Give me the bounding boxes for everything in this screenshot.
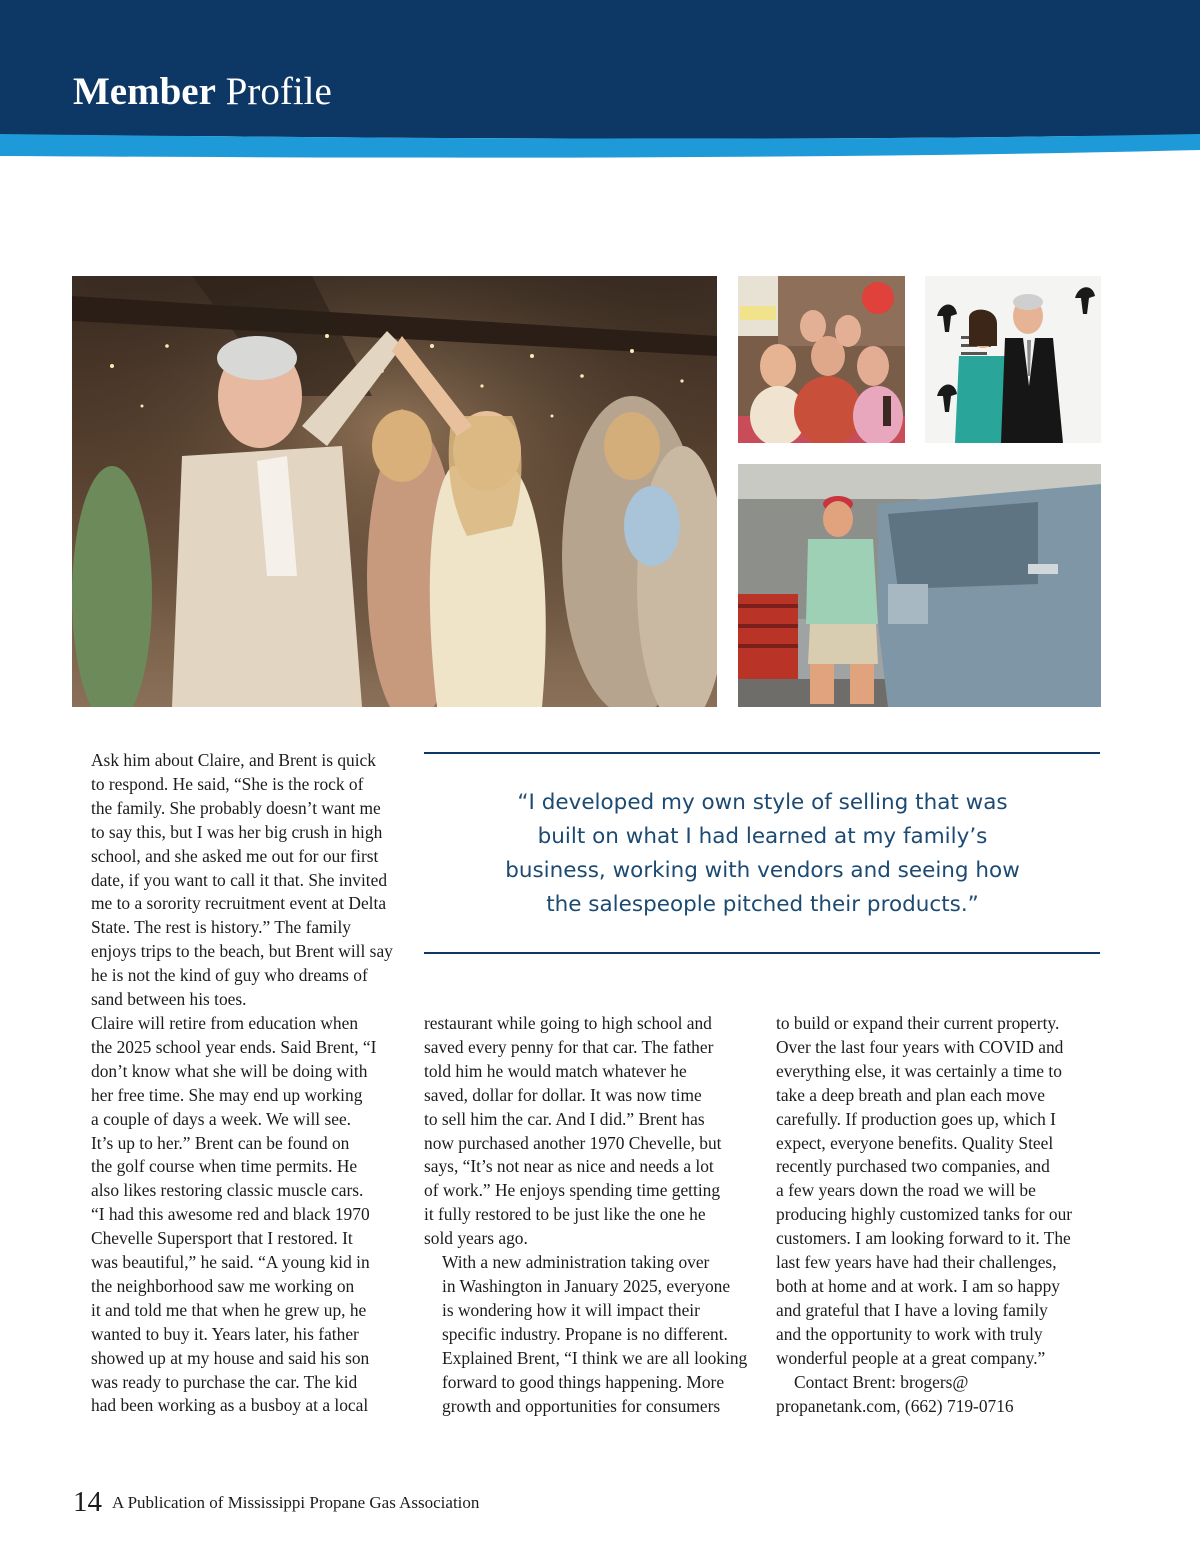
text-line: everything else, it was certainly a time to (776, 1060, 1062, 1081)
pullquote-top-rule (424, 752, 1100, 754)
text-line: Contact Brent: brogers@ (794, 1371, 969, 1392)
text-line: wonderful people at a great company.” (776, 1347, 1046, 1368)
section-title-bold: Member (73, 70, 216, 113)
text-line: now purchased another 1970 Chevelle, but (424, 1132, 722, 1153)
section-title-regular: Profile (225, 70, 332, 113)
text-line: carefully. If production goes up, which I (776, 1108, 1056, 1129)
text-line: the golf course when time permits. He (91, 1156, 358, 1177)
header-wave (0, 120, 1200, 160)
text-line: to say this, but I was her big crush in high (91, 821, 383, 842)
text-line: wanted to buy it. Years later, his father (91, 1323, 359, 1344)
text-line: to sell him the car. And I did.” Brent has (424, 1108, 705, 1129)
text-line: and grateful that I have a loving family (776, 1299, 1048, 1320)
text-line: it fully restored to be just like the one he (424, 1204, 706, 1225)
pullquote (440, 786, 1085, 922)
text-line: it and told me that when he grew up, he (91, 1299, 367, 1320)
text-line: propanetank.com, (662) 719-0716 (776, 1395, 1014, 1416)
text-line: he is not the kind of guy who dreams of (91, 965, 368, 986)
text-line: Ask him about Claire, and Brent is quick (91, 750, 376, 770)
text-line: date, if you want to call it that. She invited (91, 869, 388, 890)
text-line: in Washington in January 2025, everyone (442, 1275, 731, 1296)
family-restaurant-photo (738, 276, 905, 443)
text-line: recently purchased two companies, and (776, 1156, 1050, 1177)
pullquote-bottom-rule (424, 952, 1100, 954)
text-line: Over the last four years with COVID and (776, 1036, 1064, 1057)
article-column-2 (424, 1012, 759, 1418)
paragraph (73, 1012, 408, 1418)
paragraph (424, 1012, 759, 1251)
text-line: With a new administration taking over (442, 1252, 710, 1273)
text-line: her free time. She may end up working (91, 1084, 363, 1105)
text-line: showed up at my house and said his son (91, 1347, 370, 1368)
section-title (73, 68, 332, 116)
text-line: saved every penny for that car. The father (424, 1036, 714, 1057)
text-line: growth and opportunities for consumers (442, 1395, 721, 1416)
text-line: told him he would match whatever he (424, 1060, 687, 1081)
text-line: a few years down the road we will be (776, 1180, 1036, 1201)
text-line: school, and she asked me out for our first (91, 845, 379, 866)
text-line: the neighborhood saw me working on (91, 1275, 355, 1296)
text-line: to build or expand their current property. (776, 1013, 1060, 1033)
text-line: also likes restoring classic muscle cars. (91, 1180, 364, 1201)
text-line: take a deep breath and plan each move (776, 1084, 1045, 1105)
text-line: producing highly customized tanks for our (776, 1204, 1073, 1225)
text-line: the 2025 school year ends. Said Brent, “I (91, 1036, 377, 1057)
text-line: of work.” He enjoys spending time getting (424, 1180, 721, 1201)
text-line: State. The rest is history.” The family (91, 917, 352, 938)
text-line: to respond. He said, “She is the rock of (91, 773, 364, 794)
paragraph (776, 1371, 1111, 1395)
text-line: says, “It’s not near as nice and needs a lot (424, 1156, 714, 1177)
paragraph (776, 1012, 1111, 1371)
paragraph (776, 1395, 1111, 1419)
text-line: enjoys trips to the beach, but Brent will say (91, 941, 393, 962)
text-line: Explained Brent, “I think we are all looking (442, 1347, 748, 1368)
text-line: It’s up to her.” Brent can be found on (91, 1132, 350, 1153)
grammy-museum-photo (925, 276, 1101, 443)
text-line: saved, dollar for dollar. It was now time (424, 1084, 702, 1105)
publication-name: A Publication of Mississippi Propane Gas Association (112, 1492, 480, 1512)
article-column-3 (776, 1012, 1111, 1418)
text-line: had been working as a busboy at a local (91, 1395, 369, 1416)
text-line: customers. I am looking forward to it. The (776, 1228, 1071, 1249)
text-line: sold years ago. (424, 1228, 528, 1249)
text-line: sand between his toes. (91, 989, 247, 1010)
text-line: the family. She probably doesn’t want me (91, 797, 381, 818)
text-line: last few years have had their challenges, (776, 1252, 1057, 1273)
paragraph (424, 1251, 759, 1418)
text-line: forward to good things happening. More (442, 1371, 725, 1392)
text-line: a couple of days a week. We will see. (91, 1108, 352, 1129)
pullquote-line: the salespeople pitched their products.” (546, 892, 979, 917)
wedding-dance-photo (72, 276, 717, 707)
text-line: me to a sorority recruitment event at Delta (91, 893, 387, 914)
article-column-1 (73, 749, 408, 1418)
text-line: Claire will retire from education when (91, 1012, 359, 1033)
text-line: don’t know what she will be doing with (91, 1060, 368, 1081)
garage-truck-photo (738, 464, 1101, 707)
text-line: was ready to purchase the car. The kid (91, 1371, 358, 1392)
page-number: 14 (73, 1486, 102, 1518)
text-line: restaurant while going to high school and (424, 1013, 712, 1033)
pullquote-line: “I developed my own style of selling that was (517, 790, 1008, 815)
text-line: both at home and at work. I am so happy (776, 1275, 1060, 1296)
text-line: Chevelle Supersport that I restored. It (91, 1228, 353, 1249)
pullquote-line: built on what I had learned at my family’s (537, 824, 988, 849)
paragraph (73, 749, 408, 1012)
page-footer (73, 1486, 479, 1519)
text-line: specific industry. Propane is no different. (442, 1323, 728, 1344)
pullquote-line: business, working with vendors and seeing how (505, 858, 1020, 883)
text-line: and the opportunity to work with truly (776, 1323, 1043, 1344)
text-line: “I had this awesome red and black 1970 (91, 1204, 370, 1225)
text-line: is wondering how it will impact their (442, 1299, 700, 1320)
text-line: was beautiful,” he said. “A young kid in (91, 1252, 370, 1273)
text-line: expect, everyone benefits. Quality Steel (776, 1132, 1054, 1153)
